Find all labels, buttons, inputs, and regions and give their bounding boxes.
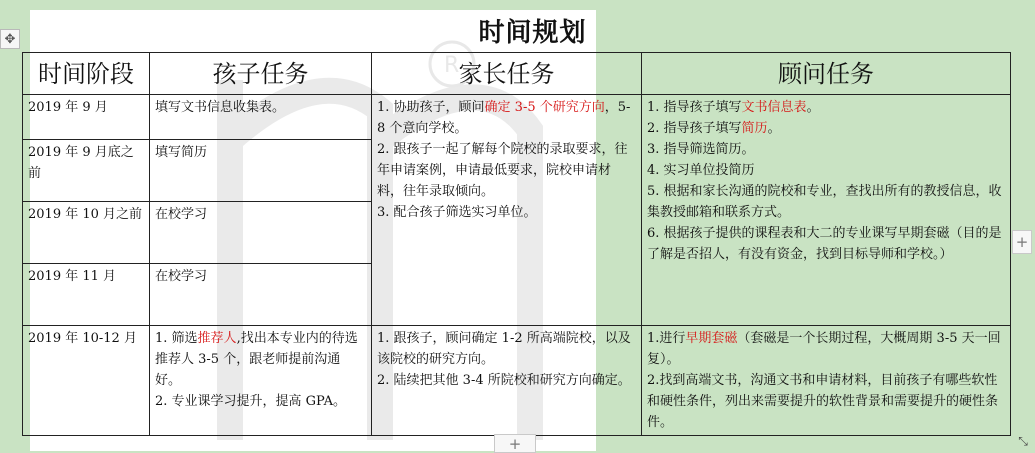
highlighted-text: 文书信息表 xyxy=(741,100,807,115)
task-list xyxy=(155,328,366,412)
task-list xyxy=(377,97,636,223)
task-text: 4. 实习单位投简历 xyxy=(647,163,755,178)
add-row-button[interactable] xyxy=(494,434,536,453)
parent-task-cell[interactable] xyxy=(372,326,642,436)
table-resize-handle[interactable] xyxy=(1016,434,1030,448)
task-text: ，5-8 个意向学校。 xyxy=(377,100,631,136)
page-title: 时间规划 xyxy=(478,18,587,48)
task-text: 3. 配合孩子筛选实习单位。 xyxy=(377,205,537,220)
move-arrows-icon: ✥ xyxy=(4,31,16,47)
header-consultant: 顾问任务 xyxy=(642,53,1011,95)
plus-icon: + xyxy=(508,434,522,453)
table-row xyxy=(23,326,1011,436)
task-text: 6. 根据孩子提供的课程表和大二的专业课写早期套磁（目的是了解是否招人，有没有资金，找到目标导师和学校。） xyxy=(647,226,1002,262)
highlighted-text: 推荐人 xyxy=(197,331,237,346)
task-text: 5. 根据和家长沟通的院校和专业，查找出所有的教授信息，收集教授邮箱和联系方式。 xyxy=(647,184,1002,220)
add-column-button[interactable] xyxy=(1012,230,1032,254)
task-text: 。 xyxy=(767,121,781,136)
task-text: 2.找到高端文书，沟通文书和申请材料，目前孩子有哪些软性和硬性条件，列出来需要提升的软性背景和需要提升的硬性条件。 xyxy=(647,373,999,430)
task-text: 2. 陆续把其他 3-4 所院校和研究方向确定。 xyxy=(377,373,631,388)
table-move-handle[interactable] xyxy=(0,29,20,49)
task-item xyxy=(377,370,636,391)
task-text: 1. 指导孩子填写 xyxy=(647,100,742,115)
task-item xyxy=(647,223,1005,265)
header-row xyxy=(23,53,1011,95)
diagonal-resize-icon: ⤡ xyxy=(1018,433,1028,448)
header-child: 孩子任务 xyxy=(150,53,372,95)
task-text: 。 xyxy=(806,100,820,115)
schedule-table xyxy=(22,52,1011,436)
task-item xyxy=(155,391,366,412)
task-item xyxy=(647,118,1005,139)
task-item xyxy=(377,202,636,223)
task-text: 2. 跟孩子一起了解每个院校的录取要求，往年申请案例，申请最低要求，院校申请材料，往年录取倾向。 xyxy=(377,142,628,199)
child-task-cell[interactable]: 填写文书信息收集表。 xyxy=(150,95,372,140)
task-text: 1. 协助孩子，顾问 xyxy=(377,100,485,115)
task-text: ,找出本专业内的待选推荐人 3-5 个，跟老师提前沟通好。 xyxy=(155,331,358,388)
table-row xyxy=(23,95,1011,140)
task-text: 3. 指导筛选简历。 xyxy=(647,142,755,157)
task-item xyxy=(377,139,636,202)
task-item xyxy=(377,328,636,370)
header-parent: 家长任务 xyxy=(372,53,642,95)
task-item xyxy=(377,97,636,139)
highlighted-text: 简历 xyxy=(741,121,768,136)
consultant-task-cell[interactable] xyxy=(642,95,1011,326)
parent-task-cell[interactable] xyxy=(372,95,642,326)
task-item xyxy=(647,160,1005,181)
task-text: （套磁是一个长期过程，大概周期 3-5 天一回复）。 xyxy=(647,331,1001,367)
child-task-cell[interactable]: 在校学习 xyxy=(150,202,372,264)
plus-icon: + xyxy=(1015,233,1029,251)
task-text: 2. 指导孩子填写 xyxy=(647,121,742,136)
task-list xyxy=(377,328,636,391)
period-cell[interactable]: 2019 年 9 月 xyxy=(23,95,150,140)
task-text: 1. 跟孩子，顾问确定 1-2 所高端院校，以及该院校的研究方向。 xyxy=(377,331,631,367)
period-cell[interactable]: 2019 年 11 月 xyxy=(23,264,150,326)
task-text: 1.进行 xyxy=(647,331,686,346)
child-task-cell[interactable] xyxy=(150,326,372,436)
task-item xyxy=(647,97,1005,118)
child-task-cell[interactable]: 在校学习 xyxy=(150,264,372,326)
task-item xyxy=(647,370,1005,433)
task-item xyxy=(647,181,1005,223)
highlighted-text: 确定 3-5 个研究方向 xyxy=(484,100,605,115)
task-item xyxy=(155,328,366,391)
period-cell[interactable]: 2019 年 10 月之前 xyxy=(23,202,150,264)
svg-text:R: R xyxy=(444,53,460,78)
header-period: 时间阶段 xyxy=(23,53,150,95)
task-list xyxy=(647,328,1005,433)
task-list xyxy=(647,97,1005,265)
highlighted-text: 早期套磁 xyxy=(685,331,738,346)
task-item xyxy=(647,328,1005,370)
task-text: 2. 专业课学习提升，提高 GPA。 xyxy=(155,394,346,409)
period-cell[interactable]: 2019 年 10-12 月 xyxy=(23,326,150,436)
child-task-cell[interactable]: 填写简历 xyxy=(150,140,372,202)
consultant-task-cell[interactable] xyxy=(642,326,1011,436)
period-cell[interactable]: 2019 年 9 月底之前 xyxy=(23,140,150,202)
task-item xyxy=(647,139,1005,160)
task-text: 1. 筛选 xyxy=(155,331,198,346)
